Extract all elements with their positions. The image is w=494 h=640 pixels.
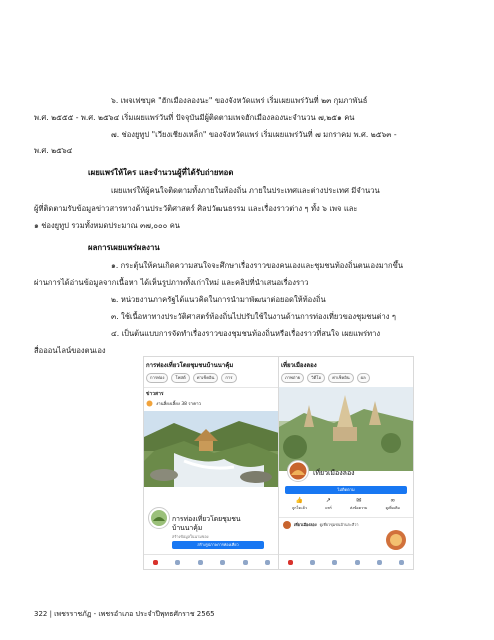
result-1-line-1: ๑. กระตุ้นให้คนเกิดความสนใจจะศึกษาเรื่องราวของคนเองและชุมชนท้องถิ่นตนเองมากขึ้น xyxy=(111,261,404,270)
page-avatar xyxy=(287,460,309,482)
create-button[interactable]: สร้างรูปภาพการท่องเที่ยว xyxy=(172,541,264,549)
result-2: ๒. หน่วยงานภาครัฐได้แนวคิดในการนำมาพัฒนาต่อยอดให้ท้องถิ่น xyxy=(111,295,326,304)
tab-chip: วิดีโอ xyxy=(307,373,325,383)
audience-line-2: ผู้ที่ติดตามรับข้อมูลข่าวสารทางด้านประวัติศาสตร์ ศิลปวัฒนธรรม และเรื่องราวต่าง ๆ ทั้ง ๖ เพจ และ xyxy=(34,204,358,213)
home-icon[interactable] xyxy=(288,560,293,565)
screenshot-mueang-long-page xyxy=(278,356,414,570)
like-action[interactable] xyxy=(292,497,307,511)
post-text: ดูเที่ยวชุมชนบ้านกะลืวา xyxy=(319,522,359,527)
tab-chip: ผล xyxy=(357,373,370,383)
menu-icon[interactable] xyxy=(399,560,404,565)
home-icon[interactable] xyxy=(153,560,158,565)
action-label: แชร์ xyxy=(325,506,332,510)
share-action[interactable] xyxy=(325,497,332,511)
tab-chip: การท่อง xyxy=(146,373,168,383)
page-avatar xyxy=(148,507,170,529)
people-icon[interactable] xyxy=(332,560,337,565)
action-label: ถูกใจแล้ว xyxy=(292,506,307,510)
paragraph-7-line-2: พ.ศ. ๒๕๖๔ xyxy=(34,146,73,155)
event-text: งานลี่ยงเลี้ยง 38 ราคาว xyxy=(156,402,201,407)
tab-chip: การ xyxy=(221,373,236,383)
thumbs-up-icon: 👍 xyxy=(295,497,304,504)
result-4-line-2: สื่อออนไลน์ของตนเอง xyxy=(34,346,106,355)
message-icon: ✉ xyxy=(356,497,362,504)
more-action[interactable] xyxy=(386,497,400,511)
tab-chip: ค่าเช็คอิน xyxy=(193,373,219,383)
more-icon: ∞ xyxy=(390,497,396,504)
result-3: ๓. ใช้เนื้อหาทางประวัติศาสตร์ท้องถิ่นไปปรับใช้ในงานด้านการท่องเที่ยวของชุมชนต่าง ๆ xyxy=(111,312,396,321)
audience-line-3: ๑ ช่องยูทูป รวมทั้งหมดประมาณ ๓๗,๐๐๐ คน xyxy=(34,221,180,230)
page-subtitle: สร้างข้อมูลในนามของ xyxy=(172,534,209,539)
action-label: ส่งข้อความ xyxy=(350,506,368,510)
video-icon[interactable] xyxy=(310,560,315,565)
page-name-line-2: บ้านนาคุ้ม xyxy=(172,524,203,532)
page-name: เที่ยวเมืองลอง xyxy=(313,469,355,477)
message-action[interactable] xyxy=(350,497,367,511)
screenshot-tabs xyxy=(281,373,411,383)
video-icon[interactable] xyxy=(175,560,180,565)
screenshot-tabs xyxy=(146,373,277,383)
bell-icon[interactable] xyxy=(377,560,382,565)
group-icon[interactable] xyxy=(355,560,360,565)
screenshot-title: เที่ยวเมืองลอง xyxy=(281,362,317,369)
follow-button[interactable]: ไม่ติดตาม xyxy=(285,486,407,494)
post-thumbnail xyxy=(385,529,407,551)
bottom-nav xyxy=(279,554,413,569)
screenshot-title: การท่องเที่ยวโดยชุมชนบ้านนาคุ้ม xyxy=(146,362,234,369)
waterfall-photo xyxy=(144,411,279,487)
group-icon[interactable] xyxy=(220,560,225,565)
tab-chip: ค่าเช็คอิน xyxy=(328,373,354,383)
result-1-line-2: ผ่านการได้อ่านข้อมูลจากเนื้อหา ได้เห็นรูปภาพทั้งเก่าใหม่ และคลิปที่นำเสนอเรื่องราว xyxy=(34,278,309,287)
post-header xyxy=(283,521,359,529)
action-label: ดูเพิ่มเติม xyxy=(385,506,400,510)
heading-audience: เผยแพร่ให้ใคร และจำนวนผู้ที่ได้รับถ่ายทอด xyxy=(88,168,234,177)
section-label: ข่าวสาร xyxy=(146,391,164,397)
bell-icon[interactable] xyxy=(243,560,248,565)
page-footer: 322 | เพชรราชภัฏ - เพชรอำเภอ ประจำปีพุทธศักราช 2565 xyxy=(34,610,215,618)
audience-line-1: เผยแพร่ให้ผู้คนใจติดตามทั้งภายในท้องถิ่น ภายในประเทศและต่างประเทศ มีจำนวน xyxy=(111,186,380,195)
paragraph-6-line-2: พ.ศ. ๒๕๕๕ - พ.ศ. ๒๕๖๔ เริ่มเผยแพร่วันที่ ปัจจุบันมีผู้ติดตามเพจฮักเมืองลองนะจำนวน ๗,๒๕๑ คน xyxy=(34,113,355,122)
action-row xyxy=(283,497,409,511)
heading-results: ผลการเผยแพร่ผลงาน xyxy=(88,243,160,252)
temple-photo xyxy=(279,387,413,471)
paragraph-6-line-1: ๖. เพจเฟซบุค "ฮักเมืองลองนะ" ของจังหวัดแพร่ เริ่มเผยแพร่วันที่ ๒๓ กุมภาพันธ์ xyxy=(111,96,368,105)
tab-chip: โพสต์ xyxy=(171,373,189,383)
event-row xyxy=(146,400,201,407)
post-avatar xyxy=(283,521,291,529)
page-name-line-1: การท่องเที่ยวโดยชุมชน xyxy=(172,515,241,523)
people-icon[interactable] xyxy=(198,560,203,565)
bell-icon xyxy=(146,400,153,407)
menu-icon[interactable] xyxy=(265,560,270,565)
tab-chip: ภาพถ่าย xyxy=(281,373,304,383)
result-4-line-1: ๔. เป็นต้นแบบการจัดทำเรื่องราวของชุมชนท้องถิ่นหรือเรื่องราวที่สนใจ เผยแพร่ทาง xyxy=(111,329,381,338)
screenshot-nakhum-page xyxy=(143,356,280,570)
share-icon: ↗ xyxy=(325,497,331,504)
post-author: เที่ยวเมืองลอง xyxy=(294,522,317,527)
paragraph-7-line-1: ๗. ช่องยูทูป "เวียงเชียงเหล็ก" ของจังหวัดแพร่ เริ่มเผยแพร่วันที่ ๗ มกราคม พ.ศ. ๒๕๖๓ - xyxy=(111,130,397,139)
bottom-nav xyxy=(144,554,279,569)
